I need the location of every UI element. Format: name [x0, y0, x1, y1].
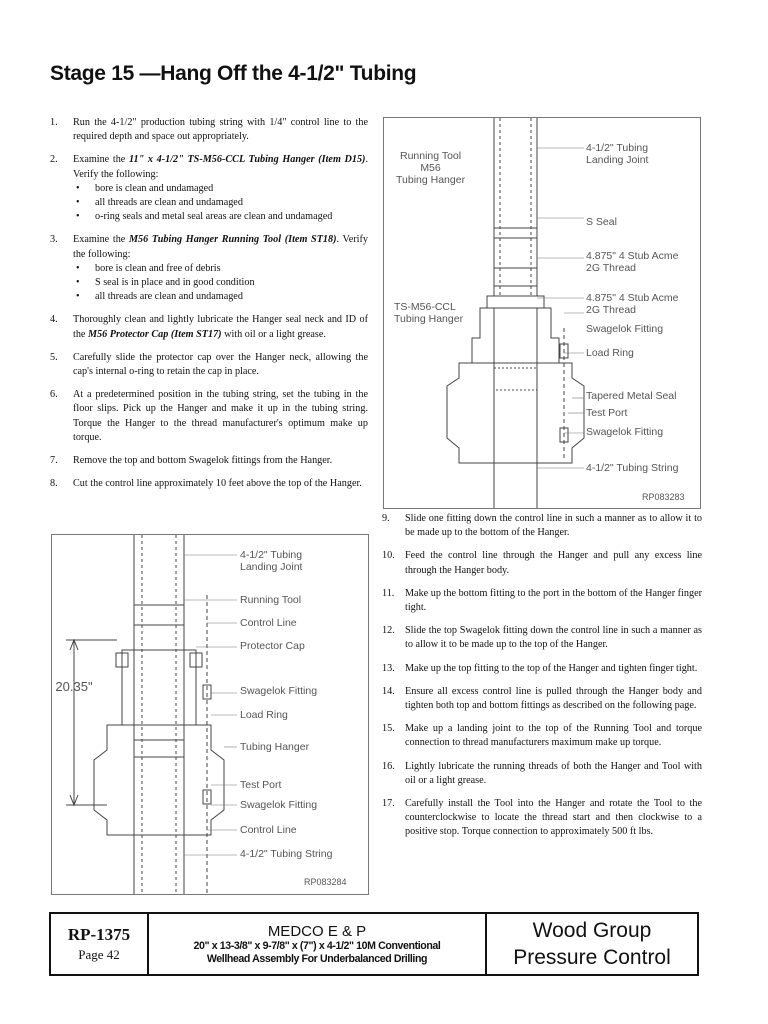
- step-number: 5.: [50, 351, 58, 363]
- step-text: [73, 477, 368, 491]
- step-number: 17.: [382, 798, 395, 810]
- procedure-step: [50, 313, 368, 341]
- step-text-span: Slide the top Swagelok fitting down the control line in such a manner as to allow it to be made up to the top of the Hanger.: [405, 625, 702, 651]
- callout-control-line-top: Control Line: [240, 617, 297, 629]
- company-name-line-1: Wood Group: [532, 919, 652, 942]
- callout-load-ring: Load Ring: [586, 347, 634, 359]
- dimension-label: 20.35": [55, 679, 93, 694]
- step-number: 16.: [382, 760, 395, 772]
- checklist-item: • all threads are clean and undamaged: [73, 196, 368, 210]
- item-reference: M56 Tubing Hanger Running Tool (Item ST18): [129, 234, 337, 246]
- step-text-span: . Verify the following:: [73, 234, 369, 260]
- callout-swagelok-bottom: Swagelok Fitting: [586, 426, 664, 438]
- step-number: 13.: [382, 662, 395, 674]
- step-text-span: Ensure all excess control line is pulled through the Hanger body and tighten both top and bottom fittings as described on the following page.: [405, 685, 702, 712]
- step-text-span: At a predetermined position in the tubing string, set the tubing in the floor slips. Pick up the Hanger and make it up in the tubing string. Torque the Hanger to the thread manufacturer's optimum make up torque.: [73, 389, 368, 443]
- procedure-step: [382, 722, 702, 750]
- checklist-item: • bore is clean and free of debris: [73, 262, 368, 276]
- label-running-tool: Running Tool M56 Tubing Hanger: [396, 150, 466, 186]
- callout-tapered-seal: Tapered Metal Seal: [586, 390, 677, 402]
- step-text: [405, 549, 702, 577]
- step-text-span: Run the 4-1/2" production tubing string with 1/4" control line to the required depth and space out appropriately.: [73, 117, 368, 143]
- step-text: [405, 624, 702, 652]
- step-number: 7.: [50, 455, 58, 467]
- step-text-span: Lightly lubricate the running threads of both the Hanger and Tool with oil or a light grease.: [405, 760, 702, 786]
- procedure-step: [50, 233, 368, 304]
- step-text: [73, 116, 368, 144]
- step-text-span: Examine the: [73, 234, 129, 246]
- step-text: [73, 153, 368, 224]
- step-text-span: Cut the control line approximately 10 feet above the top of the Hanger.: [73, 478, 362, 490]
- step-number: 9.: [382, 513, 390, 524]
- step-number: 10.: [382, 550, 395, 562]
- step-text: [73, 233, 368, 304]
- footer-project-cell: [149, 914, 487, 974]
- procedure-step: [50, 454, 368, 468]
- procedure-steps-right: [382, 512, 702, 849]
- callout-tubing-string: 4-1/2" Tubing String: [586, 462, 679, 474]
- callout-control-line-bottom: Control Line: [240, 824, 297, 836]
- step-text-span: Carefully slide the protector cap over the Hanger neck, allowing the cap's internal o-ring to retain the cap in place.: [73, 351, 368, 378]
- figure-protector-cap-drawing: [52, 535, 368, 894]
- procedure-step: [50, 116, 368, 144]
- procedure-step: [50, 388, 368, 445]
- step-text: [73, 454, 368, 468]
- callout-tubing-hanger: Tubing Hanger: [240, 741, 310, 753]
- figure-id: RP083283: [642, 492, 685, 502]
- step-text: [405, 797, 702, 840]
- step-number: 2.: [50, 154, 58, 166]
- callout-acme-thread-1: 4.875" 4 Stub Acme 2G Thread: [586, 250, 679, 274]
- page-title: Stage 15 —Hang Off the 4-1/2" Tubing: [50, 62, 417, 85]
- step-text-span: Remove the top and bottom Swagelok fittings from the Hanger.: [73, 455, 333, 467]
- step-text-span: Examine the: [73, 154, 129, 166]
- project-line-2: Wellhead Assembly For Underbalanced Drilling: [206, 952, 428, 965]
- callout-swagelok-top: Swagelok Fitting: [240, 685, 318, 697]
- footer-doc-cell: [51, 914, 149, 974]
- client-name: MEDCO E & P: [267, 922, 367, 940]
- procedure-step: [382, 587, 702, 615]
- step-text-span: Make up the bottom fitting to the port in the bottom of the Hanger finger tight.: [405, 587, 702, 614]
- page-number: Page 42: [78, 947, 120, 962]
- step-text-span: Carefully install the Tool into the Hanger and rotate the Tool to the counterclockwise to locate the thread start and then clockwise to a positive stop. Torque connection to approximately 500 ft lbs.: [405, 798, 702, 838]
- step-number: 12.: [382, 625, 395, 637]
- step-text-span: Thoroughly clean and lightly lubricate the Hanger seal neck and ID of the: [73, 314, 368, 340]
- procedure-step: [382, 685, 702, 713]
- step-text: [405, 662, 702, 676]
- procedure-step: [50, 351, 368, 379]
- step-text-span: . Verify the following:: [73, 154, 369, 180]
- callout-tubing-string: 4-1/2" Tubing String: [240, 848, 333, 860]
- callout-swagelok-top: Swagelok Fitting: [586, 323, 664, 335]
- step-text-span: Make up the top fitting to the top of the Hanger and tighten finger tight.: [405, 662, 698, 674]
- callout-load-ring: Load Ring: [240, 709, 288, 721]
- step-text: [73, 351, 368, 379]
- step-text: [405, 685, 702, 713]
- label-ts-m56-hanger: TS-M56-CCL Tubing Hanger: [394, 301, 464, 325]
- checklist-item: • o-ring seals and metal seal areas are clean and undamaged: [73, 210, 368, 224]
- step-number: 8.: [50, 478, 58, 490]
- step-text-span: Slide one fitting down the control line in such a manner as to allow it to be made up to the bottom of the Hanger.: [405, 513, 702, 539]
- figure-running-tool-hanger: [383, 117, 701, 509]
- callout-s-seal: S Seal: [586, 216, 617, 228]
- figure-protector-cap-assembly: [51, 534, 369, 895]
- step-text: [405, 722, 702, 750]
- page-footer: [49, 912, 699, 976]
- procedure-steps-left: [50, 116, 368, 500]
- step-text: [73, 388, 368, 445]
- step-number: 15.: [382, 723, 395, 735]
- checklist-item: • S seal is in place and in good condition: [73, 276, 368, 290]
- procedure-step: [382, 760, 702, 788]
- procedure-step: [382, 549, 702, 577]
- step-text-span: Make up a landing joint to the top of the Running Tool and torque connection to thread manufacturers maximum make up torque.: [405, 723, 702, 749]
- callout-swagelok-bottom: Swagelok Fitting: [240, 799, 318, 811]
- callout-test-port: Test Port: [240, 779, 282, 791]
- callout-landing-joint: 4-1/2" Tubing Landing Joint: [586, 142, 649, 166]
- company-name-line-2: Pressure Control: [513, 946, 671, 969]
- step-text-span: with oil or a light grease.: [221, 328, 326, 340]
- procedure-step: [382, 624, 702, 652]
- step-text: [405, 587, 702, 615]
- procedure-step: [382, 662, 702, 676]
- step-text: [405, 512, 702, 540]
- step-number: 14.: [382, 685, 395, 697]
- procedure-step: [50, 153, 368, 224]
- step-text: [405, 760, 702, 788]
- doc-number: RP-1375: [67, 925, 131, 944]
- step-number: 11.: [382, 587, 395, 599]
- callout-landing-joint: 4-1/2" Tubing Landing Joint: [240, 549, 303, 573]
- project-line-1: 20" x 13-3/8" x 9-7/8" x (7") x 4-1/2" 10M Conventional: [193, 939, 441, 952]
- step-number: 4.: [50, 314, 58, 326]
- step-number: 1.: [50, 117, 58, 128]
- step-number: 3.: [50, 234, 58, 246]
- footer-company-cell: [487, 914, 697, 974]
- procedure-step: [382, 797, 702, 840]
- callout-acme-thread-2: 4.875" 4 Stub Acme 2G Thread: [586, 292, 679, 316]
- figure-id: RP083284: [304, 877, 347, 887]
- step-checklist: [73, 182, 368, 225]
- step-checklist: [73, 262, 368, 305]
- item-reference: M56 Protector Cap (Item ST17): [88, 328, 222, 340]
- callout-running-tool: Running Tool: [240, 594, 302, 606]
- checklist-item: • all threads are clean and undamaged: [73, 290, 368, 304]
- procedure-step: [382, 512, 702, 540]
- callout-protector-cap: Protector Cap: [240, 640, 305, 652]
- checklist-item: • bore is clean and undamaged: [73, 182, 368, 196]
- step-text: [73, 313, 368, 341]
- item-reference: 11" x 4-1/2" TS-M56-CCL Tubing Hanger (Item D15): [128, 154, 366, 166]
- step-number: 6.: [50, 389, 58, 401]
- step-text-span: Feed the control line through the Hanger and pull any excess line through the Hanger body.: [405, 550, 702, 576]
- procedure-step: [50, 477, 368, 491]
- callout-test-port: Test Port: [586, 407, 628, 419]
